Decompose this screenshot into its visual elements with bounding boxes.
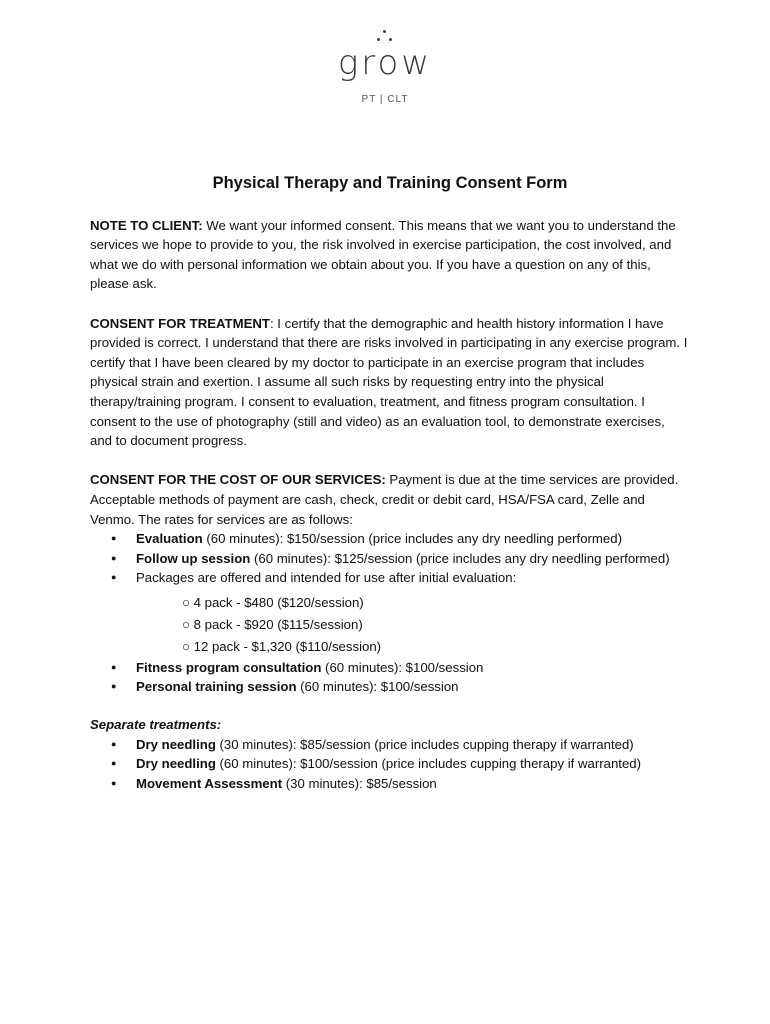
service-detail: (60 minutes): $100/session [296,679,459,695]
treatment-detail: (60 minutes): $100/session (price includes cupping therapy if warranted) [215,756,642,772]
logo-dots-icon [370,30,400,44]
logo-wordmark: grow [337,43,433,83]
list-item [90,658,690,678]
logo-subtitle: PT | CLT [361,94,409,105]
service-name: Fitness program consultation [136,659,322,675]
note-label: NOTE TO CLIENT: [90,217,203,233]
service-name: Evaluation [136,531,203,547]
cost-paragraph [90,470,690,529]
treatment-detail: (30 minutes): $85/session [282,775,437,791]
list-item: ○ 4 pack - $480 ($120/session) [182,594,364,610]
list-item: ○ 12 pack - $1,320 ($110/session) [182,638,382,654]
list-item [90,735,690,755]
note-paragraph [90,216,690,294]
separate-treatments-heading: Separate treatments: [90,717,222,733]
service-name: Personal training session [136,679,297,695]
service-name: Follow up session [136,550,251,566]
list-item [90,568,690,588]
services-list-continued [90,658,690,697]
treatment-name: Dry needling [136,756,216,772]
treatment-label: CONSENT FOR TREATMENT [90,315,270,331]
service-detail: (60 minutes): $150/session (price includes any dry needling performed) [202,531,622,547]
grow-logo [0,30,770,105]
list-item [90,774,690,794]
treatment-text: : I certify that the demographic and health history information I have provided is correct. I understand that there are risks involved in participating in any exercise program. I certify that I have been cleared by my doctor to participate in an exercise program that includes physical strain and exertion. I assume all such risks by requesting entry into the physical therapy/training program. I consent to evaluation, treatment, and fitness program consultation. I consent to the use of photography (still and video) as an evaluation tool, to demonstrate exercises, and to document progress. [90,315,688,449]
cost-label: CONSENT FOR THE COST OF OUR SERVICES: [90,472,386,488]
list-item [90,529,690,549]
service-detail: (60 minutes): $100/session [321,659,484,675]
list-item [90,677,690,697]
list-item [90,754,690,774]
treatment-detail: (30 minutes): $85/session (price includes cupping therapy if warranted) [215,736,634,752]
list-item: ○ 8 pack - $920 ($115/session) [182,616,363,632]
treatment-name: Dry needling [136,736,216,752]
treatment-name: Movement Assessment [136,775,283,791]
separate-treatments-list [90,735,690,794]
cost-text: Payment is due at the time services are provided. Acceptable methods of payment are cash, check, credit or debit card, HSA/FSA card, Zelle and Venmo. The rates for services are as follows: [90,472,679,527]
services-list [90,529,690,588]
packages-list [90,592,690,658]
note-text: We want your informed consent. This means that we want you to understand the services we hope to provide to you, the risk involved in exercise participation, the cost involved, and what we do with personal information we obtain about you. If you have a question on any of this, please ask. [90,217,676,292]
service-detail: (60 minutes): $125/session (price includes any dry needling performed) [250,550,670,566]
service-detail: Packages are offered and intended for use after initial evaluation: [136,570,517,586]
page-title: Physical Therapy and Training Consent Form [212,174,568,192]
list-item [90,549,690,569]
form-content [90,174,690,793]
treatment-paragraph [90,314,690,451]
